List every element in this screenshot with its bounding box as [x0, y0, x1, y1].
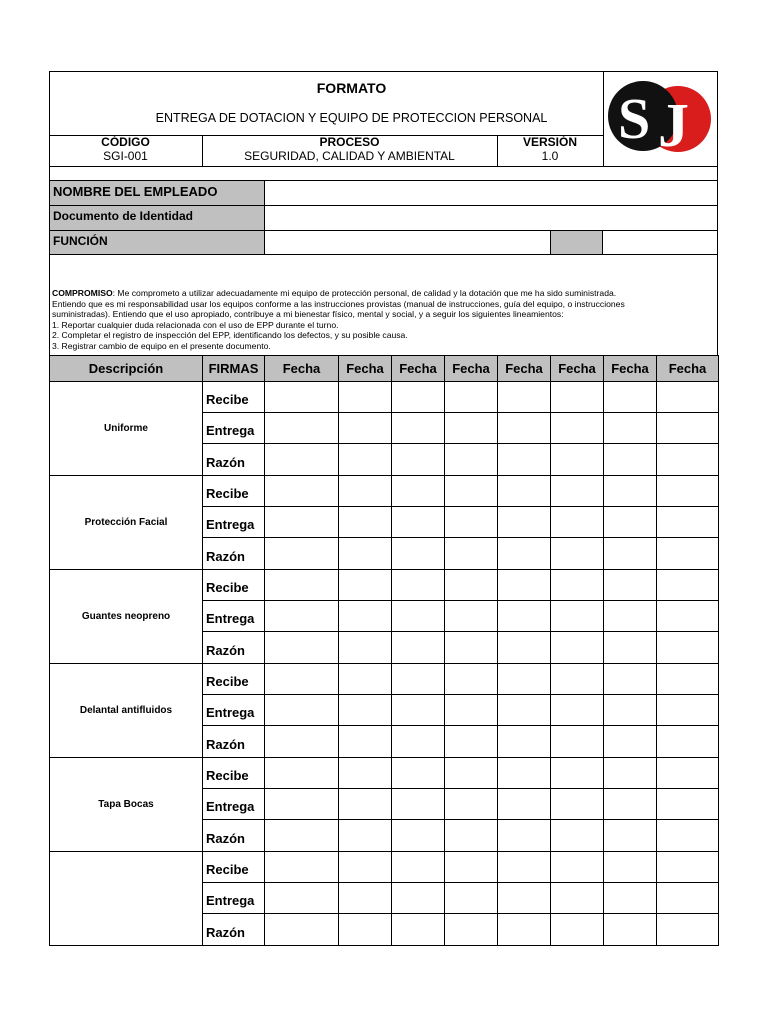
- table-header-row: [50, 356, 719, 382]
- date-entry-cell[interactable]: [339, 758, 392, 789]
- signature-row-label: Razón: [203, 632, 265, 664]
- function-extra-field[interactable]: [604, 231, 717, 254]
- date-entry-cell[interactable]: [265, 914, 339, 946]
- commitment-line-1-text: : Me comprometo a utilizar adecuadamente mi equipo de protección personal, de calidad y la dotación que me ha sido suministrada.: [112, 288, 617, 298]
- date-entry-cell[interactable]: [265, 413, 339, 444]
- date-entry-cell[interactable]: [498, 507, 551, 538]
- date-entry-cell[interactable]: [392, 789, 445, 820]
- date-entry-cell[interactable]: [498, 444, 551, 476]
- date-entry-cell[interactable]: [604, 601, 657, 632]
- date-entry-cell[interactable]: [445, 883, 498, 914]
- table-row: [50, 852, 719, 883]
- date-entry-cell[interactable]: [265, 444, 339, 476]
- date-entry-cell[interactable]: [551, 852, 604, 883]
- item-description: Protección Facial: [50, 476, 203, 570]
- signature-row-label: Recibe: [203, 852, 265, 883]
- commitment-label: COMPROMISO: [52, 288, 113, 298]
- signature-row-label: Razón: [203, 914, 265, 946]
- date-entry-cell[interactable]: [445, 413, 498, 444]
- date-entry-cell[interactable]: [392, 852, 445, 883]
- signature-row-label: Recibe: [203, 570, 265, 601]
- col-date-header: Fecha: [339, 356, 392, 382]
- date-entry-cell[interactable]: [392, 883, 445, 914]
- date-entry-cell[interactable]: [339, 695, 392, 726]
- date-entry-cell[interactable]: [551, 758, 604, 789]
- date-entry-cell[interactable]: [604, 476, 657, 507]
- date-entry-cell[interactable]: [604, 789, 657, 820]
- date-entry-cell[interactable]: [604, 444, 657, 476]
- date-entry-cell[interactable]: [551, 570, 604, 601]
- signature-row-label: Razón: [203, 820, 265, 852]
- date-entry-cell[interactable]: [604, 413, 657, 444]
- code-label: CÓDIGO: [101, 135, 150, 150]
- date-entry-cell[interactable]: [445, 476, 498, 507]
- date-entry-cell[interactable]: [657, 789, 719, 820]
- epp-delivery-table: [49, 355, 719, 946]
- date-entry-cell[interactable]: [551, 695, 604, 726]
- date-entry-cell[interactable]: [445, 758, 498, 789]
- date-entry-cell[interactable]: [339, 476, 392, 507]
- date-entry-cell[interactable]: [604, 507, 657, 538]
- signature-row-label: Razón: [203, 444, 265, 476]
- date-entry-cell[interactable]: [657, 444, 719, 476]
- form-subtitle: ENTREGA DE DOTACION Y EQUIPO DE PROTECCION PERSONAL: [155, 111, 548, 125]
- date-entry-cell[interactable]: [604, 632, 657, 664]
- col-date-header: Fecha: [445, 356, 498, 382]
- date-entry-cell[interactable]: [445, 852, 498, 883]
- date-entry-cell[interactable]: [445, 444, 498, 476]
- date-entry-cell[interactable]: [392, 444, 445, 476]
- commitment-line-1: [52, 288, 716, 299]
- item-description: Guantes neopreno: [50, 570, 203, 664]
- signature-row-label: Razón: [203, 538, 265, 570]
- date-entry-cell[interactable]: [498, 852, 551, 883]
- date-entry-cell[interactable]: [445, 632, 498, 664]
- date-entry-cell[interactable]: [339, 820, 392, 852]
- date-entry-cell[interactable]: [604, 538, 657, 570]
- signature-row-label: Razón: [203, 726, 265, 758]
- date-entry-cell[interactable]: [339, 507, 392, 538]
- date-entry-cell[interactable]: [657, 820, 719, 852]
- date-entry-cell[interactable]: [265, 883, 339, 914]
- date-entry-cell[interactable]: [392, 507, 445, 538]
- date-entry-cell[interactable]: [657, 914, 719, 946]
- date-entry-cell[interactable]: [498, 758, 551, 789]
- date-entry-cell[interactable]: [604, 820, 657, 852]
- commitment-text: [52, 288, 716, 352]
- date-entry-cell[interactable]: [498, 883, 551, 914]
- logo-letter-s: S: [618, 86, 651, 151]
- date-entry-cell[interactable]: [265, 538, 339, 570]
- date-entry-cell[interactable]: [265, 382, 339, 413]
- date-entry-cell[interactable]: [392, 726, 445, 758]
- signature-row-label: Recibe: [203, 382, 265, 413]
- date-entry-cell[interactable]: [498, 664, 551, 695]
- logo-divider: [603, 71, 604, 167]
- date-entry-cell[interactable]: [339, 632, 392, 664]
- date-entry-cell[interactable]: [445, 789, 498, 820]
- signature-row-label: Entrega: [203, 413, 265, 444]
- employee-name-label: NOMBRE DEL EMPLEADO: [50, 181, 264, 205]
- spacer-strip: [49, 166, 718, 181]
- item-description: Delantal antifluidos: [50, 664, 203, 758]
- date-entry-cell[interactable]: [604, 758, 657, 789]
- date-entry-cell[interactable]: [604, 914, 657, 946]
- logo-letter-j: J: [658, 92, 689, 160]
- date-entry-cell[interactable]: [551, 476, 604, 507]
- item-description: Uniforme: [50, 382, 203, 476]
- date-entry-cell[interactable]: [657, 726, 719, 758]
- date-entry-cell[interactable]: [339, 444, 392, 476]
- date-entry-cell[interactable]: [392, 632, 445, 664]
- date-entry-cell[interactable]: [445, 570, 498, 601]
- date-entry-cell[interactable]: [392, 664, 445, 695]
- date-entry-cell[interactable]: [339, 382, 392, 413]
- item-description: [50, 852, 203, 946]
- date-entry-cell[interactable]: [657, 852, 719, 883]
- date-entry-cell[interactable]: [265, 632, 339, 664]
- page-title: FORMATO: [316, 80, 387, 96]
- date-entry-cell[interactable]: [551, 664, 604, 695]
- date-entry-cell[interactable]: [657, 758, 719, 789]
- date-entry-cell[interactable]: [551, 507, 604, 538]
- process-label: PROCESO: [319, 135, 380, 150]
- date-entry-cell[interactable]: [265, 789, 339, 820]
- date-entry-cell[interactable]: [604, 570, 657, 601]
- date-entry-cell[interactable]: [551, 382, 604, 413]
- date-entry-cell[interactable]: [339, 538, 392, 570]
- col-description-header: Descripción: [50, 356, 203, 382]
- date-entry-cell[interactable]: [339, 726, 392, 758]
- date-entry-cell[interactable]: [551, 789, 604, 820]
- signature-row-label: Entrega: [203, 507, 265, 538]
- date-entry-cell[interactable]: [265, 695, 339, 726]
- date-entry-cell[interactable]: [392, 914, 445, 946]
- signature-row-label: Recibe: [203, 664, 265, 695]
- commitment-line-2: Entiendo que es mi responsabilidad usar los equipos conforme a las instrucciones provistas (manual de instrucciones, guía del equipo, o instrucciones: [52, 298, 625, 309]
- date-entry-cell[interactable]: [551, 413, 604, 444]
- date-entry-cell[interactable]: [265, 758, 339, 789]
- date-entry-cell[interactable]: [339, 883, 392, 914]
- date-entry-cell[interactable]: [551, 538, 604, 570]
- date-entry-cell[interactable]: [498, 570, 551, 601]
- date-entry-cell[interactable]: [339, 664, 392, 695]
- col-signatures-header: FIRMAS: [203, 356, 265, 382]
- date-entry-cell[interactable]: [392, 538, 445, 570]
- date-entry-cell[interactable]: [339, 852, 392, 883]
- date-entry-cell[interactable]: [657, 538, 719, 570]
- date-entry-cell[interactable]: [551, 726, 604, 758]
- date-entry-cell[interactable]: [265, 476, 339, 507]
- date-entry-cell[interactable]: [392, 382, 445, 413]
- date-entry-cell[interactable]: [657, 664, 719, 695]
- date-entry-cell[interactable]: [265, 570, 339, 601]
- col-date-header: Fecha: [498, 356, 551, 382]
- date-entry-cell[interactable]: [604, 726, 657, 758]
- col-date-header: Fecha: [265, 356, 339, 382]
- date-entry-cell[interactable]: [657, 632, 719, 664]
- date-entry-cell[interactable]: [339, 413, 392, 444]
- date-entry-cell[interactable]: [392, 570, 445, 601]
- date-entry-cell[interactable]: [657, 883, 719, 914]
- date-entry-cell[interactable]: [445, 382, 498, 413]
- version-value: 1.0: [541, 149, 559, 164]
- date-entry-cell[interactable]: [392, 476, 445, 507]
- company-logo: [606, 76, 714, 162]
- date-entry-cell[interactable]: [657, 382, 719, 413]
- col-date-header: Fecha: [551, 356, 604, 382]
- date-entry-cell[interactable]: [392, 413, 445, 444]
- date-entry-cell[interactable]: [445, 695, 498, 726]
- date-entry-cell[interactable]: [657, 601, 719, 632]
- date-entry-cell[interactable]: [265, 820, 339, 852]
- date-entry-cell[interactable]: [392, 758, 445, 789]
- date-entry-cell[interactable]: [498, 476, 551, 507]
- date-entry-cell[interactable]: [265, 601, 339, 632]
- date-entry-cell[interactable]: [392, 695, 445, 726]
- table-row: [50, 382, 719, 413]
- date-entry-cell[interactable]: [604, 382, 657, 413]
- signature-row-label: Recibe: [203, 476, 265, 507]
- signature-row-label: Recibe: [203, 758, 265, 789]
- date-entry-cell[interactable]: [551, 601, 604, 632]
- commitment-line-3: suministradas). Entiendo que el uso apropiado, contribuye a mi bienestar físico, mental y social, y a seguir los siguientes lineamientos:: [52, 309, 564, 320]
- date-entry-cell[interactable]: [551, 883, 604, 914]
- signature-row-label: Entrega: [203, 789, 265, 820]
- table-row: [50, 758, 719, 789]
- date-entry-cell[interactable]: [265, 664, 339, 695]
- date-entry-cell[interactable]: [445, 664, 498, 695]
- table-row: [50, 570, 719, 601]
- date-entry-cell[interactable]: [657, 695, 719, 726]
- signature-row-label: Entrega: [203, 601, 265, 632]
- date-entry-cell[interactable]: [339, 601, 392, 632]
- col-date-header: Fecha: [604, 356, 657, 382]
- date-entry-cell[interactable]: [551, 632, 604, 664]
- date-entry-cell[interactable]: [498, 413, 551, 444]
- date-entry-cell[interactable]: [498, 914, 551, 946]
- date-entry-cell[interactable]: [498, 789, 551, 820]
- date-entry-cell[interactable]: [604, 852, 657, 883]
- date-entry-cell[interactable]: [604, 664, 657, 695]
- date-entry-cell[interactable]: [265, 726, 339, 758]
- date-entry-cell[interactable]: [604, 695, 657, 726]
- employee-function-label: FUNCIÓN: [50, 231, 264, 254]
- function-gray-cell: [550, 231, 603, 254]
- date-entry-cell[interactable]: [445, 601, 498, 632]
- date-entry-cell[interactable]: [498, 726, 551, 758]
- date-entry-cell[interactable]: [498, 820, 551, 852]
- date-entry-cell[interactable]: [498, 695, 551, 726]
- date-entry-cell[interactable]: [392, 820, 445, 852]
- date-entry-cell[interactable]: [551, 820, 604, 852]
- date-entry-cell[interactable]: [498, 382, 551, 413]
- employee-id-label: Documento de Identidad: [50, 206, 264, 230]
- date-entry-cell[interactable]: [657, 476, 719, 507]
- date-entry-cell[interactable]: [445, 726, 498, 758]
- col-date-header: Fecha: [392, 356, 445, 382]
- item-description: Tapa Bocas: [50, 758, 203, 852]
- commitment-item-1: 1. Reportar cualquier duda relacionada con el uso de EPP durante el turno.: [52, 319, 339, 330]
- signature-row-label: Entrega: [203, 695, 265, 726]
- date-entry-cell[interactable]: [265, 507, 339, 538]
- col-date-header: Fecha: [657, 356, 719, 382]
- date-entry-cell[interactable]: [551, 444, 604, 476]
- date-entry-cell[interactable]: [657, 507, 719, 538]
- commitment-item-2: 2. Completar el registro de inspección del EPP, identificando los defectos, y su posible causa.: [52, 330, 408, 341]
- employee-id-field[interactable]: [264, 206, 717, 230]
- commitment-item-3: 3. Registrar cambio de equipo en el presente documento.: [52, 340, 271, 351]
- date-entry-cell[interactable]: [657, 570, 719, 601]
- date-entry-cell[interactable]: [604, 883, 657, 914]
- date-entry-cell[interactable]: [392, 601, 445, 632]
- date-entry-cell[interactable]: [445, 538, 498, 570]
- process-value: SEGURIDAD, CALIDAD Y AMBIENTAL: [244, 149, 455, 164]
- code-value: SGI-001: [103, 149, 148, 164]
- table-row: [50, 664, 719, 695]
- employee-name-field[interactable]: [264, 181, 717, 205]
- date-entry-cell[interactable]: [339, 570, 392, 601]
- date-entry-cell[interactable]: [445, 507, 498, 538]
- employee-function-field[interactable]: [264, 231, 550, 254]
- date-entry-cell[interactable]: [445, 820, 498, 852]
- date-entry-cell[interactable]: [551, 914, 604, 946]
- date-entry-cell[interactable]: [339, 914, 392, 946]
- date-entry-cell[interactable]: [498, 632, 551, 664]
- date-entry-cell[interactable]: [265, 852, 339, 883]
- date-entry-cell[interactable]: [657, 413, 719, 444]
- date-entry-cell[interactable]: [498, 601, 551, 632]
- date-entry-cell[interactable]: [498, 538, 551, 570]
- date-entry-cell[interactable]: [445, 914, 498, 946]
- table-row: [50, 476, 719, 507]
- date-entry-cell[interactable]: [339, 789, 392, 820]
- signature-row-label: Entrega: [203, 883, 265, 914]
- version-label: VERSIÓN: [522, 135, 577, 150]
